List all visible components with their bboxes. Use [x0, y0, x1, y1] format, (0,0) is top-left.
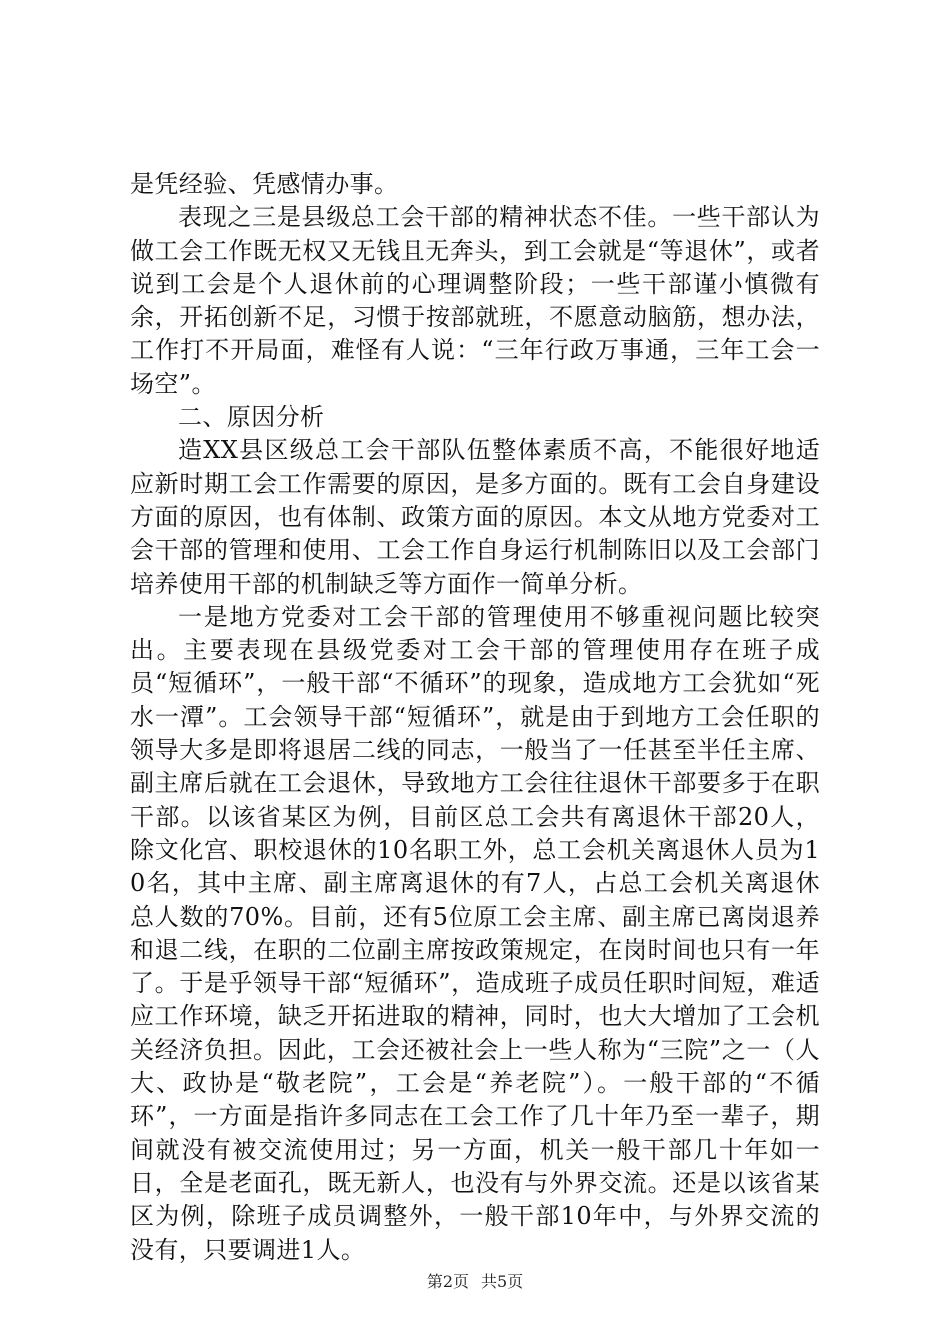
page-number: 第2页 — [426, 1272, 469, 1291]
paragraph-continuation: 是凭经验、凭感情办事。 — [130, 170, 399, 198]
document-body — [130, 168, 820, 1267]
page-total: 共5页 — [481, 1272, 524, 1291]
section-heading-cause-analysis: 二、原因分析 — [178, 403, 325, 432]
page-footer — [0, 1272, 950, 1292]
paragraph-spirit-state: 表现之三是县级总工会干部的精神状态不佳。一些干部认为做工会工作既无权又无钱且无奔头，到工会就是“等退休”，或者说到工会是个人退休前的心理调整阶段；一些干部谨小慎微有余，开拓创新不足，习惯于按部就班，不愿意动脑筋，想办法，工作打不开局面，难怪有人说：“三年行政万事通，三年工会一场空”。 — [130, 203, 820, 398]
paragraph-party-committee-management: 一是地方党委对工会干部的管理使用不够重视问题比较突出。主要表现在县级党委对工会干部的管理使用存在班子成员“短循环”，一般干部“不循环”的现象，造成地方工会犹如“死水一潭”。工会领导干部“短循环”，就是由于到地方工会任职的领导大多是即将退居二线的同志，一般当了一任甚至半任主席、副主席后就在工会退休，导致地方工会往往退休干部要多于在职干部。以该省某区为例，目前区总工会共有离退休干部20人，除文化宫、职校退休的10名职工外，总工会机关离退休人员为10名，其中主席、副主席离退休的有7人，占总工会机关离退休总人数的70%。目前，还有5位原工会主席、副主席已离岗退养和退二线，在职的二位副主席按政策规定，在岗时间也只有一年了。于是乎领导干部“短循环”，造成班子成员任职时间短，难适应工作环境，缺乏开拓进取的精神，同时，也大大增加了工会机关经济负担。因此，工会还被社会上一些人称为“三院”之一（人大、政协是“敬老院”，工会是“养老院”）。一般干部的“不循环”，一方面是指许多同志在工会工作了几十年乃至一辈子，期间就没有被交流使用过；另一方面，机关一般干部几十年如一日，全是老面孔，既无新人，也没有与外界交流。还是以该省某区为例，除班子成员调整外，一般干部10年中，与外界交流的没有，只要调进1人。 — [130, 602, 820, 1264]
paragraph-cause-overview: 造XX县区级总工会干部队伍整体素质不高，不能很好地适应新时期工会工作需要的原因，是多方面的。既有工会自身建设方面的原因，也有体制、政策方面的原因。本文从地方党委对工会干部的管理和使用、工会工作自身运行机制陈旧以及工会部门培养使用干部的机制缺乏等方面作一简单分析。 — [130, 436, 820, 598]
